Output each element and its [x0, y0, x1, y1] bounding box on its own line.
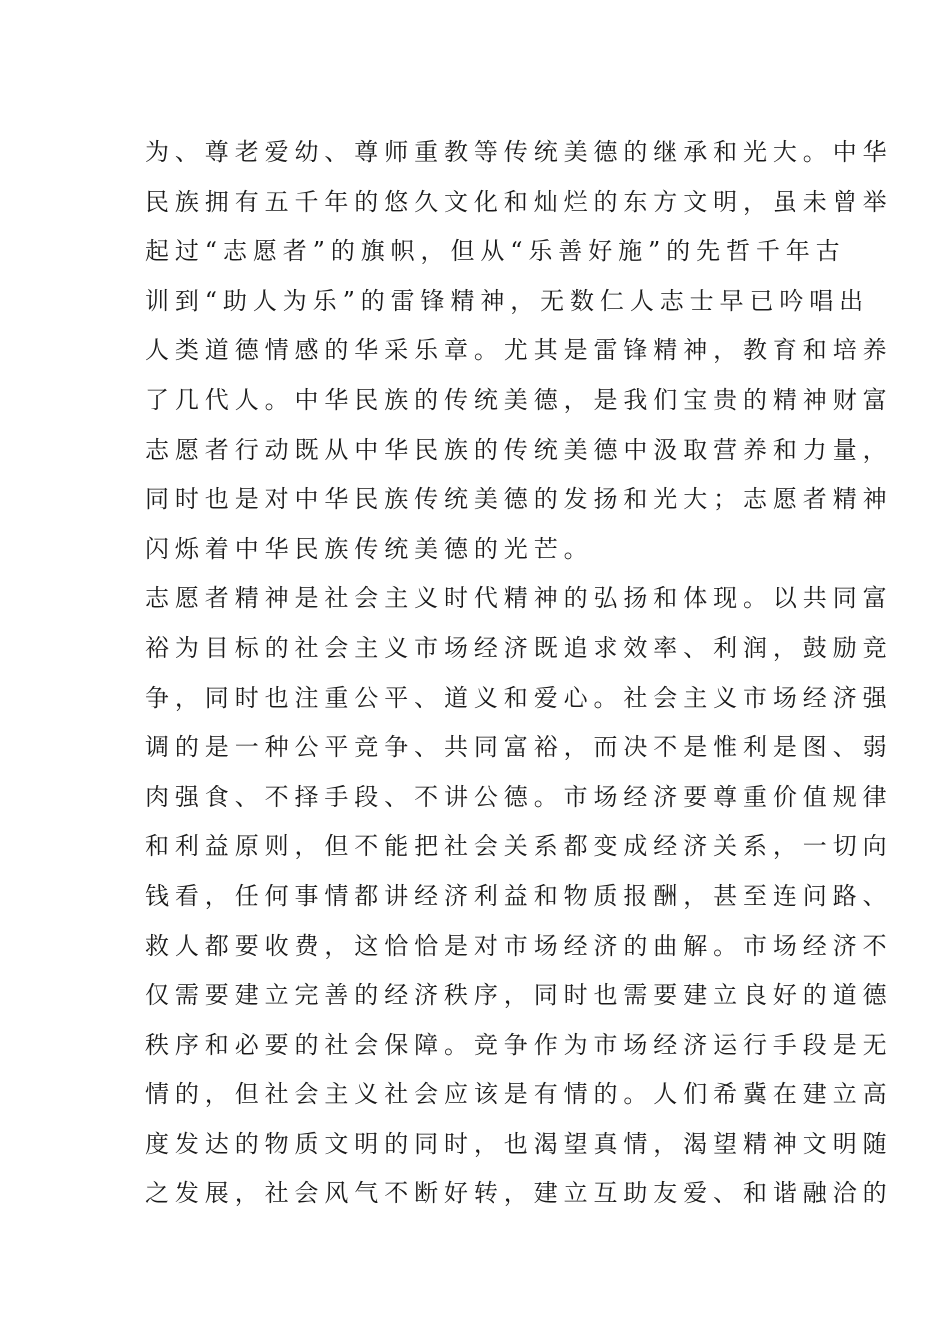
text-line-17: 救人都要收费，这恰恰是对市场经济的曲解。市场经济不 [145, 931, 893, 960]
text-line-6: 了几代人。中华民族的传统美德，是我们宝贵的精神财富 [145, 385, 893, 414]
text-line-13: 调的是一种公平竞争、共同富裕，而决不是惟利是图、弱 [145, 733, 893, 762]
text-line-2: 民族拥有五千年的悠久文化和灿烂的东方文明，虽未曾举 [145, 187, 893, 216]
text-line-14: 肉强食、不择手段、不讲公德。市场经济要尊重价值规律 [145, 782, 893, 811]
text-line-12: 争，同时也注重公平、道义和爱心。社会主义市场经济强 [145, 683, 893, 712]
text-line-19: 秩序和必要的社会保障。竞争作为市场经济运行手段是无 [145, 1030, 893, 1059]
text-line-10: 志愿者精神是社会主义时代精神的弘扬和体现。以共同富 [145, 584, 893, 613]
text-line-9: 闪烁着中华民族传统美德的光芒。 [145, 534, 594, 563]
text-line-21: 度发达的物质文明的同时，也渴望真情，渴望精神文明随 [145, 1129, 893, 1158]
text-line-1: 为、尊老爱幼、尊师重教等传统美德的继承和光大。中华 [145, 138, 893, 166]
text-line-18: 仅需要建立完善的经济秩序，同时也需要建立良好的道德 [145, 981, 893, 1010]
text-line-4: 训到“助人为乐”的雷锋精神，无数仁人志士早已吟唱出 [145, 286, 870, 315]
text-line-20: 情的，但社会主义社会应该是有情的。人们希冀在建立高 [145, 1080, 893, 1109]
text-line-5: 人类道德情感的华采乐章。尤其是雷锋精神，教育和培养 [145, 336, 893, 365]
text-line-22: 之发展，社会风气不断好转，建立互助友爱、和谐融洽的 [145, 1179, 893, 1208]
text-line-7: 志愿者行动既从中华民族的传统美德中汲取营养和力量， [145, 435, 893, 464]
body-text [145, 128, 893, 1219]
text-line-11: 裕为目标的社会主义市场经济既追求效率、利润，鼓励竞 [145, 633, 893, 662]
text-line-16: 钱看，任何事情都讲经济利益和物质报酬，甚至连问路、 [145, 881, 893, 910]
text-line-15: 和利益原则，但不能把社会关系都变成经济关系，一切向 [145, 832, 893, 861]
text-line-3: 起过“志愿者”的旗帜，但从“乐善好施”的先哲千年古 [145, 237, 846, 266]
text-line-8: 同时也是对中华民族传统美德的发扬和光大；志愿者精神 [145, 485, 893, 514]
